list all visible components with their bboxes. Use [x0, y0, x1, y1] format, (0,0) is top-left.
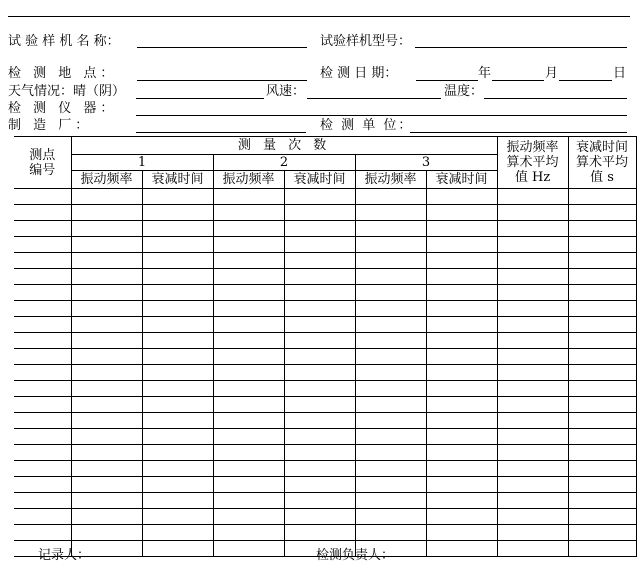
table-cell[interactable] — [71, 253, 142, 269]
table-cell[interactable] — [284, 269, 355, 285]
table-cell[interactable] — [213, 381, 284, 397]
table-cell[interactable] — [213, 509, 284, 525]
location-field[interactable] — [137, 80, 307, 81]
table-cell[interactable] — [213, 477, 284, 493]
table-cell[interactable] — [142, 413, 213, 429]
table-cell[interactable] — [355, 381, 426, 397]
freq-header-2: 振动频率 — [213, 171, 284, 189]
table-row — [14, 349, 636, 365]
table-cell[interactable] — [142, 301, 213, 317]
table-cell[interactable] — [14, 221, 71, 237]
table-cell[interactable] — [568, 237, 636, 253]
table-cell[interactable] — [14, 205, 71, 221]
table-cell[interactable] — [284, 301, 355, 317]
table-cell[interactable] — [426, 317, 497, 333]
table-cell[interactable] — [284, 285, 355, 301]
table-cell[interactable] — [71, 445, 142, 461]
table-cell[interactable] — [14, 413, 71, 429]
table-cell[interactable] — [213, 429, 284, 445]
table-cell[interactable] — [14, 333, 71, 349]
table-cell[interactable] — [213, 365, 284, 381]
table-cell[interactable] — [284, 349, 355, 365]
table-cell[interactable] — [497, 525, 568, 541]
table-cell[interactable] — [497, 397, 568, 413]
table-cell[interactable] — [284, 365, 355, 381]
table-cell[interactable] — [355, 397, 426, 413]
wind-label: 风速： — [266, 84, 306, 99]
table-row — [14, 365, 636, 381]
table-row — [14, 477, 636, 493]
table-cell[interactable] — [213, 189, 284, 205]
table-cell[interactable] — [142, 365, 213, 381]
table-cell[interactable] — [355, 189, 426, 205]
table-cell[interactable] — [142, 349, 213, 365]
table-cell[interactable] — [355, 349, 426, 365]
table-cell[interactable] — [568, 253, 636, 269]
table-cell[interactable] — [71, 205, 142, 221]
table-row — [14, 253, 636, 269]
sample-name-label: 试 验 样 机 名 称： — [8, 34, 120, 49]
table-cell[interactable] — [568, 317, 636, 333]
table-cell[interactable] — [71, 493, 142, 509]
table-cell[interactable] — [497, 381, 568, 397]
table-cell[interactable] — [426, 221, 497, 237]
temperature-field[interactable] — [484, 98, 627, 99]
location-label: 检 测 地 点： — [8, 66, 118, 81]
table-cell[interactable] — [568, 301, 636, 317]
round-1-header: 1 — [71, 155, 213, 171]
point-col-header: 测点 编号 — [14, 137, 71, 189]
table-row — [14, 493, 636, 509]
instrument-label: 检 测 仪 器： — [8, 101, 118, 116]
table-cell[interactable] — [497, 509, 568, 525]
table-row — [14, 525, 636, 541]
table-cell[interactable] — [568, 269, 636, 285]
table-cell[interactable] — [568, 397, 636, 413]
table-cell[interactable] — [426, 205, 497, 221]
table-cell[interactable] — [213, 301, 284, 317]
table-cell[interactable] — [355, 269, 426, 285]
table-cell[interactable] — [568, 349, 636, 365]
table-cell[interactable] — [213, 221, 284, 237]
table-cell[interactable] — [213, 205, 284, 221]
table-row — [14, 221, 636, 237]
table-cell[interactable] — [426, 477, 497, 493]
table-cell[interactable] — [71, 477, 142, 493]
date-year-field[interactable] — [416, 80, 478, 81]
table-cell[interactable] — [497, 493, 568, 509]
table-cell[interactable] — [213, 253, 284, 269]
table-cell[interactable] — [14, 365, 71, 381]
table-cell[interactable] — [284, 397, 355, 413]
table-cell[interactable] — [71, 333, 142, 349]
table-cell[interactable] — [14, 445, 71, 461]
table-cell[interactable] — [213, 525, 284, 541]
table-cell[interactable] — [355, 525, 426, 541]
decay-header-1: 衰减时间 — [142, 171, 213, 189]
table-cell[interactable] — [142, 525, 213, 541]
month-label: 月 — [545, 66, 559, 81]
table-cell[interactable] — [142, 477, 213, 493]
decay-header-2: 衰减时间 — [284, 171, 355, 189]
unit-field[interactable] — [410, 132, 627, 133]
weather-field[interactable] — [136, 98, 264, 99]
table-cell[interactable] — [355, 365, 426, 381]
table-cell[interactable] — [71, 285, 142, 301]
table-cell[interactable] — [426, 285, 497, 301]
table-cell[interactable] — [142, 493, 213, 509]
table-row — [14, 205, 636, 221]
table-cell[interactable] — [568, 221, 636, 237]
table-row — [14, 237, 636, 253]
table-row — [14, 397, 636, 413]
sample-name-field[interactable] — [137, 47, 307, 48]
table-cell[interactable] — [142, 205, 213, 221]
table-cell[interactable] — [71, 317, 142, 333]
table-cell[interactable] — [71, 349, 142, 365]
table-cell[interactable] — [71, 301, 142, 317]
table-cell[interactable] — [568, 541, 636, 557]
table-cell[interactable] — [497, 461, 568, 477]
table-cell[interactable] — [497, 477, 568, 493]
table-cell[interactable] — [142, 189, 213, 205]
table-cell[interactable] — [497, 189, 568, 205]
table-cell[interactable] — [14, 301, 71, 317]
table-cell[interactable] — [426, 493, 497, 509]
table-cell[interactable] — [426, 237, 497, 253]
table-cell[interactable] — [426, 445, 497, 461]
table-cell[interactable] — [284, 189, 355, 205]
table-cell[interactable] — [284, 317, 355, 333]
table-cell[interactable] — [568, 205, 636, 221]
table-cell[interactable] — [284, 477, 355, 493]
table-row — [14, 333, 636, 349]
sample-model-field[interactable] — [415, 47, 627, 48]
table-cell[interactable] — [142, 317, 213, 333]
table-cell[interactable] — [568, 493, 636, 509]
table-cell[interactable] — [71, 269, 142, 285]
table-cell[interactable] — [14, 269, 71, 285]
table-cell[interactable] — [14, 317, 71, 333]
table-cell[interactable] — [213, 269, 284, 285]
table-cell[interactable] — [71, 397, 142, 413]
table-cell[interactable] — [426, 397, 497, 413]
table-cell[interactable] — [497, 253, 568, 269]
table-cell[interactable] — [213, 445, 284, 461]
table-cell[interactable] — [568, 333, 636, 349]
table-cell[interactable] — [568, 413, 636, 429]
table-cell[interactable] — [568, 365, 636, 381]
round-3-header: 3 — [355, 155, 497, 171]
table-cell[interactable] — [426, 189, 497, 205]
table-cell[interactable] — [284, 525, 355, 541]
table-cell[interactable] — [142, 221, 213, 237]
table-cell[interactable] — [284, 461, 355, 477]
table-cell[interactable] — [142, 237, 213, 253]
table-cell[interactable] — [142, 269, 213, 285]
table-cell[interactable] — [213, 461, 284, 477]
table-cell[interactable] — [426, 269, 497, 285]
table-cell[interactable] — [284, 205, 355, 221]
table-cell[interactable] — [71, 509, 142, 525]
table-cell[interactable] — [213, 413, 284, 429]
table-cell[interactable] — [568, 429, 636, 445]
table-cell[interactable] — [426, 413, 497, 429]
date-day-field[interactable] — [559, 80, 612, 81]
measure-group-header: 测 量 次 数 — [71, 137, 497, 155]
table-cell[interactable] — [142, 429, 213, 445]
decay-header-3: 衰减时间 — [426, 171, 497, 189]
table-cell[interactable] — [497, 237, 568, 253]
table-cell[interactable] — [142, 285, 213, 301]
table-cell[interactable] — [284, 493, 355, 509]
table-cell[interactable] — [14, 237, 71, 253]
table-cell[interactable] — [14, 285, 71, 301]
table-cell[interactable] — [142, 541, 213, 557]
table-row — [14, 381, 636, 397]
table-cell[interactable] — [568, 381, 636, 397]
table-cell[interactable] — [355, 445, 426, 461]
table-cell[interactable] — [568, 189, 636, 205]
table-cell[interactable] — [426, 253, 497, 269]
year-label: 年 — [478, 66, 492, 81]
table-cell[interactable] — [568, 461, 636, 477]
table-cell[interactable] — [497, 365, 568, 381]
table-cell[interactable] — [568, 445, 636, 461]
table-cell[interactable] — [497, 269, 568, 285]
sample-model-label: 试验样机型号： — [320, 34, 412, 49]
table-cell[interactable] — [497, 205, 568, 221]
table-cell[interactable] — [213, 541, 284, 557]
table-cell[interactable] — [568, 525, 636, 541]
table-cell[interactable] — [71, 189, 142, 205]
avg-freq-header: 振动频率 算术平均 值 Hz — [497, 137, 568, 189]
table-cell[interactable] — [568, 509, 636, 525]
table-row — [14, 461, 636, 477]
table-cell[interactable] — [426, 301, 497, 317]
table-cell[interactable] — [284, 413, 355, 429]
table-cell[interactable] — [355, 253, 426, 269]
date-month-field[interactable] — [492, 80, 544, 81]
table-cell[interactable] — [142, 397, 213, 413]
table-cell[interactable] — [355, 429, 426, 445]
date-label: 检 测 日 期： — [320, 66, 398, 81]
table-cell[interactable] — [426, 509, 497, 525]
manufacturer-field[interactable] — [136, 132, 306, 133]
table-cell[interactable] — [14, 189, 71, 205]
table-cell[interactable] — [355, 221, 426, 237]
unit-label: 检 测 单 位： — [320, 118, 414, 133]
table-cell[interactable] — [284, 381, 355, 397]
table-cell[interactable] — [213, 397, 284, 413]
recorder-label: 记录人： — [38, 548, 91, 563]
table-cell[interactable] — [142, 253, 213, 269]
table-row — [14, 445, 636, 461]
table-cell[interactable] — [355, 413, 426, 429]
table-row — [14, 509, 636, 525]
table-cell[interactable] — [284, 509, 355, 525]
table-cell[interactable] — [14, 477, 71, 493]
table-cell[interactable] — [71, 365, 142, 381]
table-cell[interactable] — [142, 445, 213, 461]
table-cell[interactable] — [426, 349, 497, 365]
table-cell[interactable] — [14, 493, 71, 509]
table-cell[interactable] — [568, 285, 636, 301]
top-rule — [8, 16, 630, 17]
table-cell[interactable] — [355, 333, 426, 349]
table-cell[interactable] — [355, 461, 426, 477]
table-row — [14, 269, 636, 285]
table-cell[interactable] — [355, 205, 426, 221]
table-cell[interactable] — [14, 509, 71, 525]
table-cell[interactable] — [497, 317, 568, 333]
table-cell[interactable] — [213, 317, 284, 333]
wind-field[interactable] — [307, 98, 441, 99]
table-cell[interactable] — [355, 237, 426, 253]
table-cell[interactable] — [14, 525, 71, 541]
table-cell[interactable] — [284, 445, 355, 461]
table-cell[interactable] — [213, 333, 284, 349]
table-row — [14, 413, 636, 429]
table-cell[interactable] — [426, 365, 497, 381]
table-cell[interactable] — [71, 525, 142, 541]
table-cell[interactable] — [142, 381, 213, 397]
table-cell[interactable] — [426, 461, 497, 477]
table-cell[interactable] — [355, 493, 426, 509]
table-cell[interactable] — [355, 301, 426, 317]
table-cell[interactable] — [497, 285, 568, 301]
day-label: 日 — [613, 66, 627, 81]
table-cell[interactable] — [71, 221, 142, 237]
table-row — [14, 189, 636, 205]
table-cell[interactable] — [355, 477, 426, 493]
table-cell[interactable] — [497, 333, 568, 349]
table-cell[interactable] — [497, 221, 568, 237]
table-cell[interactable] — [71, 413, 142, 429]
table-cell[interactable] — [213, 349, 284, 365]
freq-header-3: 振动频率 — [355, 171, 426, 189]
table-cell[interactable] — [284, 333, 355, 349]
table-cell[interactable] — [142, 509, 213, 525]
table-cell[interactable] — [497, 429, 568, 445]
table-cell[interactable] — [355, 285, 426, 301]
table-cell[interactable] — [426, 333, 497, 349]
table-cell[interactable] — [284, 429, 355, 445]
table-row — [14, 301, 636, 317]
avg-decay-header: 衰减时间 算术平均 值 s — [568, 137, 636, 189]
table-row — [14, 285, 636, 301]
table-cell[interactable] — [213, 493, 284, 509]
freq-header-1: 振动频率 — [71, 171, 142, 189]
table-cell[interactable] — [284, 237, 355, 253]
table-cell[interactable] — [497, 349, 568, 365]
temperature-label: 温度： — [444, 84, 484, 99]
table-cell[interactable] — [497, 413, 568, 429]
table-cell[interactable] — [213, 237, 284, 253]
table-cell[interactable] — [71, 381, 142, 397]
table-cell[interactable] — [14, 461, 71, 477]
manufacturer-label: 制 造 厂： — [8, 118, 93, 133]
table-cell[interactable] — [71, 237, 142, 253]
table-cell[interactable] — [426, 541, 497, 557]
table-cell[interactable] — [71, 429, 142, 445]
table-cell[interactable] — [426, 525, 497, 541]
table-row — [14, 429, 636, 445]
table-cell[interactable] — [497, 445, 568, 461]
table-cell[interactable] — [497, 301, 568, 317]
round-2-header: 2 — [213, 155, 355, 171]
table-cell[interactable] — [568, 477, 636, 493]
table-cell[interactable] — [14, 349, 71, 365]
table-cell[interactable] — [497, 541, 568, 557]
table-cell[interactable] — [142, 333, 213, 349]
table-cell[interactable] — [14, 253, 71, 269]
table-cell[interactable] — [355, 509, 426, 525]
table-cell[interactable] — [71, 461, 142, 477]
instrument-field[interactable] — [136, 115, 627, 116]
table-cell[interactable] — [284, 253, 355, 269]
table-cell[interactable] — [14, 397, 71, 413]
measurement-table — [14, 136, 637, 557]
table-cell[interactable] — [426, 429, 497, 445]
weather-label: 天气情况：晴（阴） — [8, 84, 126, 99]
table-cell[interactable] — [142, 461, 213, 477]
table-cell[interactable] — [355, 317, 426, 333]
table-cell[interactable] — [14, 429, 71, 445]
table-cell[interactable] — [426, 381, 497, 397]
table-row — [14, 317, 636, 333]
table-cell[interactable] — [213, 285, 284, 301]
inspector-label: 检测负责人： — [316, 548, 395, 563]
table-cell[interactable] — [14, 381, 71, 397]
table-cell[interactable] — [284, 221, 355, 237]
